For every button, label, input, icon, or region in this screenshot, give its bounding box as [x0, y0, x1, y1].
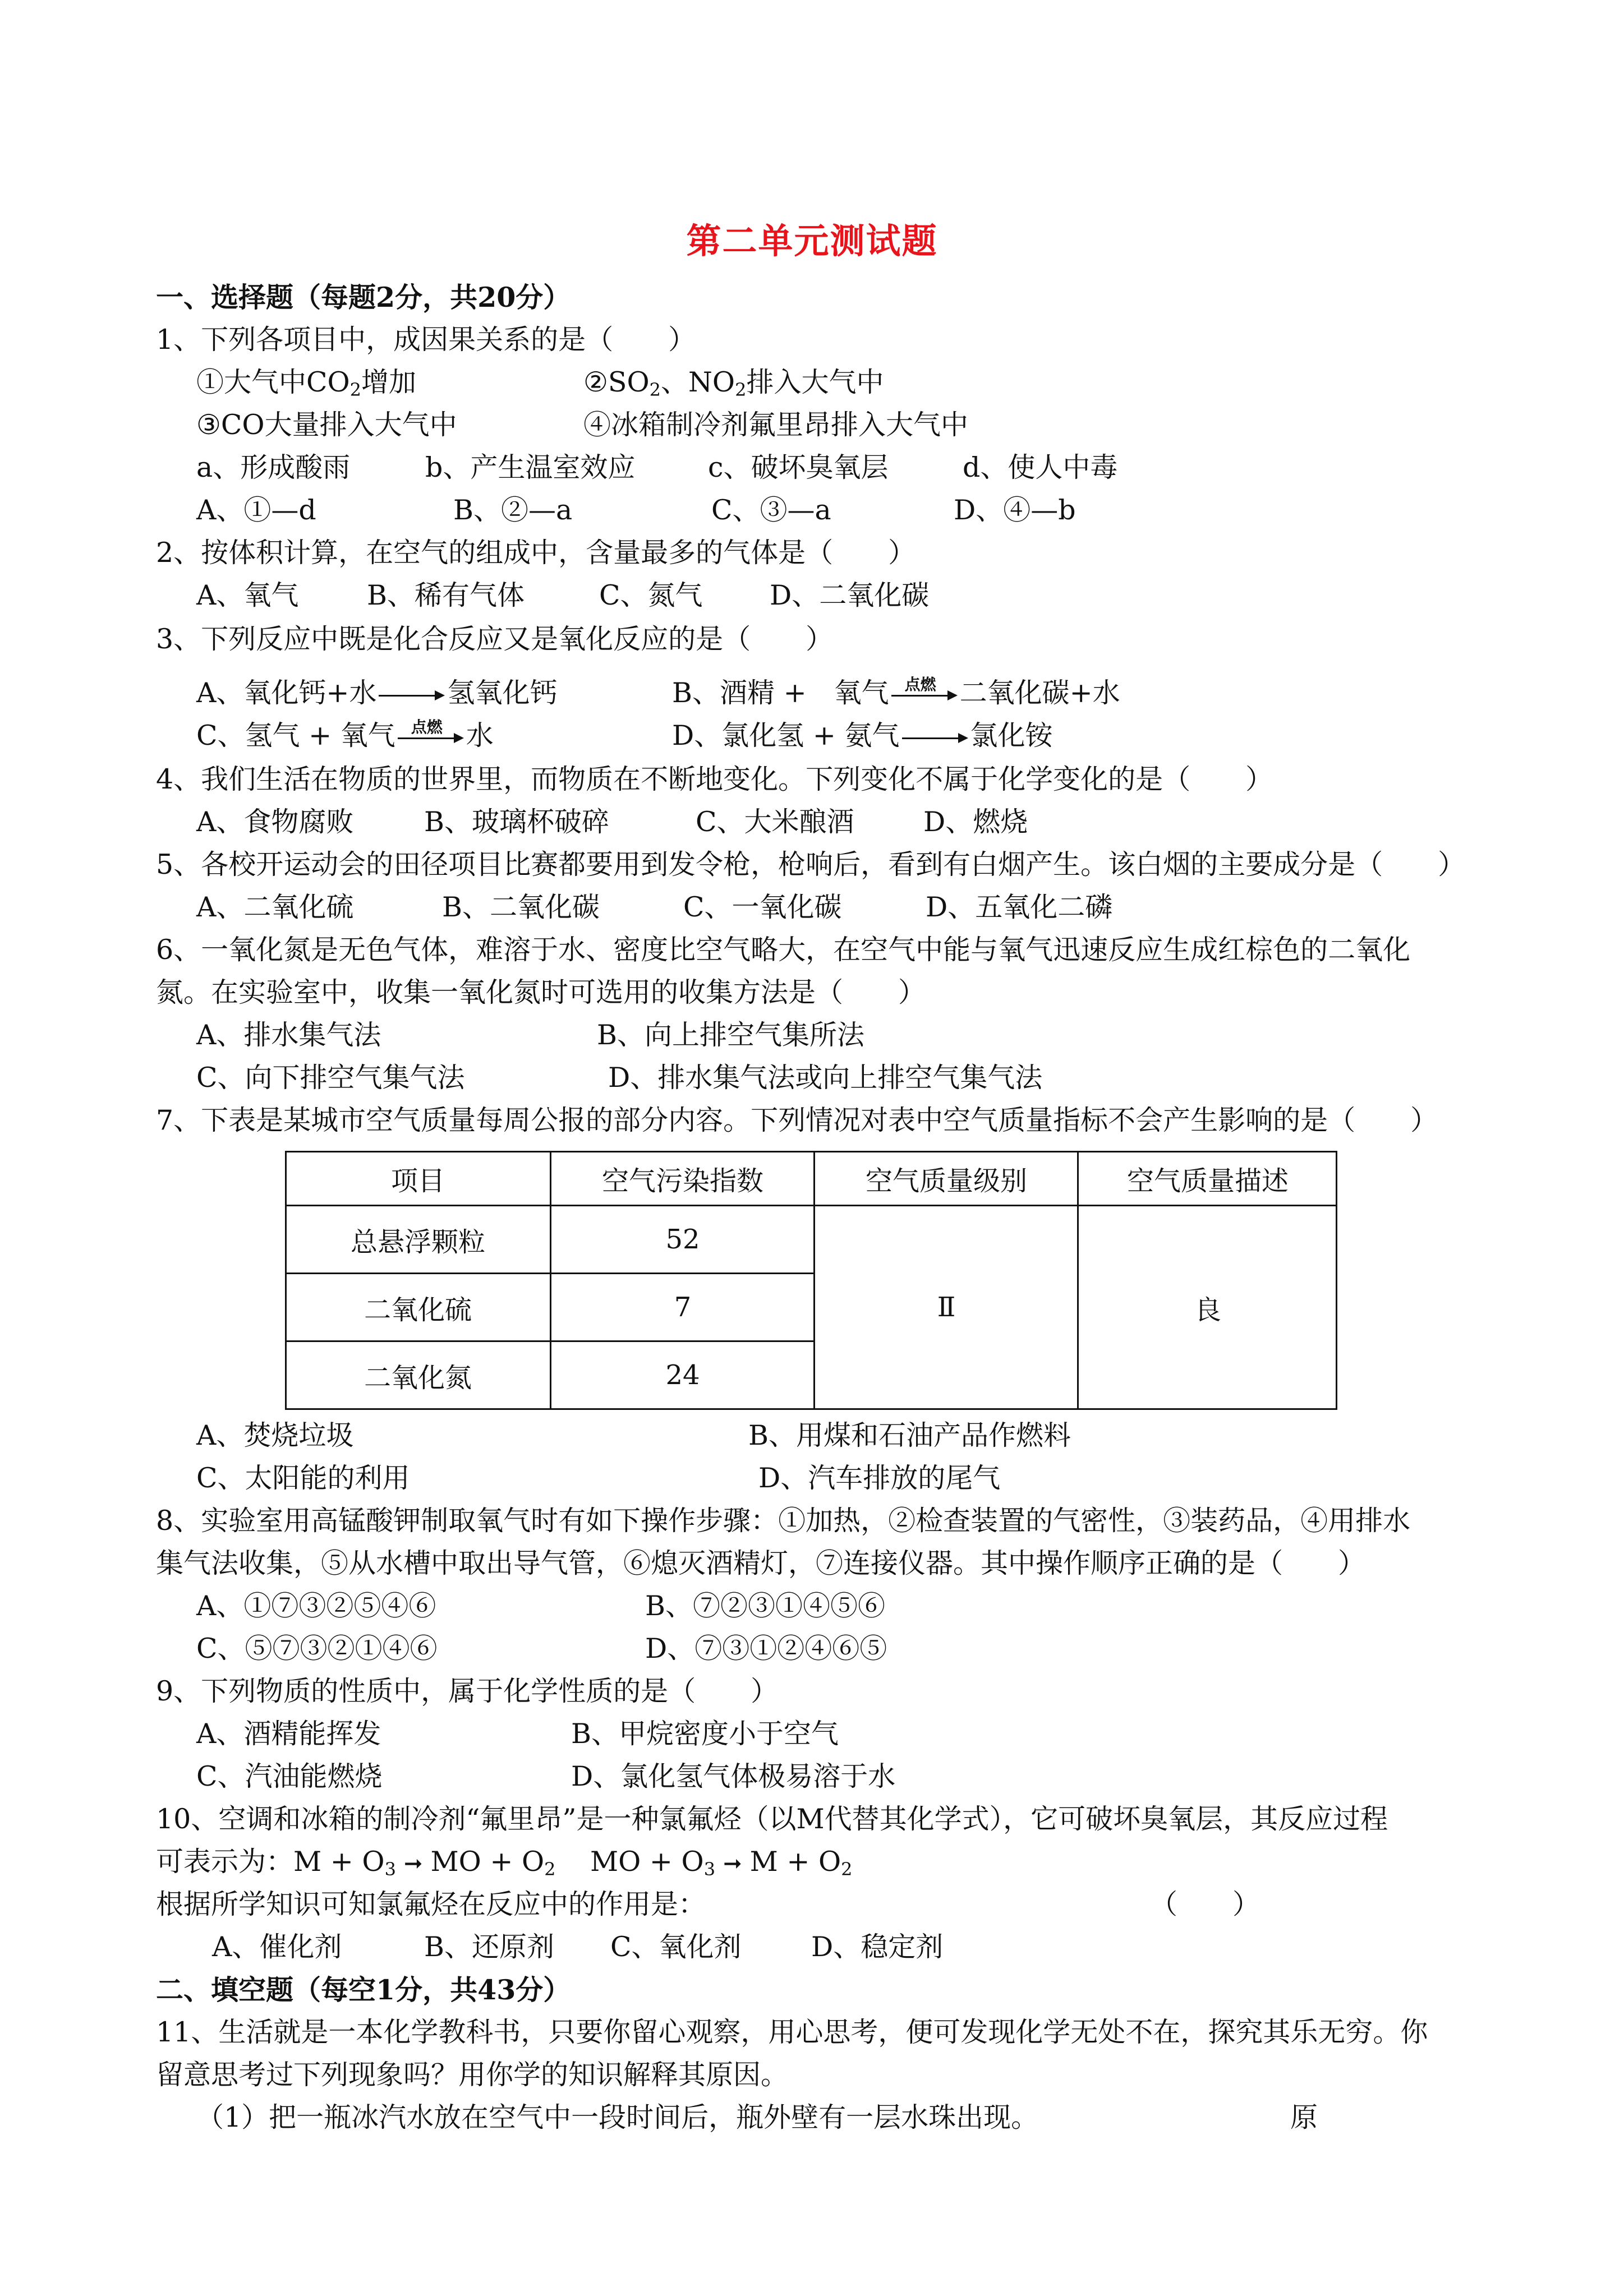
table-cell-item: 二氧化氮 [364, 1362, 472, 1394]
q1-option-d: D、④—b [954, 494, 1076, 526]
q10-option-b: B、还原剂 [424, 1931, 555, 1963]
question-6-stem-line1: 6、一氧化氮是无色气体，难溶于水、密度比空气略大，在空气中能与氧气迅速反应生成红棕色的二氧化 [156, 934, 1411, 966]
table-cell-level: Ⅱ [937, 1292, 956, 1323]
q7-option-c: C、太阳能的利用 [196, 1462, 410, 1494]
arrow-right-icon: ➞ [723, 1851, 742, 1877]
q11-part-1: （1）把一瓶冰汽水放在空气中一段时间后，瓶外壁有一层水珠出现。 [196, 2101, 1039, 2133]
question-10-reaction-1: 可表示为：$M + O_3$ ➞ MO + $O_2$ [156, 1846, 556, 1880]
q6-option-b: B、向上排空气集所法 [597, 1019, 865, 1051]
question-2-stem: 2、按体积计算，在空气的组成中，含量最多的气体是（ ） [156, 537, 916, 569]
q6-option-c: C、向下排空气集气法 [196, 1062, 465, 1094]
answer-paren: （ ） [1150, 1888, 1260, 1920]
q8-option-c: C、⑤⑦③②①④⑥ [196, 1633, 438, 1665]
question-1-stem: 1、下列各项目中，成因果关系的是（ ） [156, 324, 696, 356]
question-11-stem-line2: 留意思考过下列现象吗？用你学的知识解释其原因。 [156, 2059, 789, 2091]
table-cell-item: 二氧化硫 [364, 1294, 472, 1326]
table-header-desc: 空气质量描述 [1126, 1165, 1289, 1197]
q1-effect-d: d、使人中毒 [963, 451, 1118, 483]
q6-option-d: D、排水集气法或向上排空气集气法 [608, 1062, 1043, 1094]
air-quality-table [285, 1151, 1337, 1410]
table-cell-desc: 良 [1194, 1294, 1221, 1326]
q9-option-d: D、氯化氢气体极易溶于水 [571, 1760, 896, 1792]
question-11-stem-line1: 11、生活就是一本化学教科书，只要你留心观察，用心思考，便可发现化学无处不在，探究其乐无穷。你 [156, 2016, 1428, 2048]
reaction-arrow-icon: 点燃 [891, 687, 958, 704]
q5-option-d: D、五氧化二磷 [926, 891, 1113, 923]
q5-option-b: B、二氧化碳 [442, 891, 600, 923]
table-cell-index: 24 [665, 1359, 700, 1391]
q1-option-a: A、①—d [196, 494, 316, 526]
q2-option-d: D、二氧化碳 [770, 579, 930, 611]
question-3-stem: 3、下列反应中既是化合反应又是氧化反应的是（ ） [156, 623, 834, 655]
q9-option-b: B、甲烷密度小于空气 [571, 1718, 839, 1750]
q4-option-b: B、玻璃杯破碎 [424, 806, 610, 838]
q9-option-c: C、汽油能燃烧 [196, 1760, 383, 1792]
q2-option-c: C、氮气 [599, 579, 703, 611]
question-8-stem-line1: 8、实验室用高锰酸钾制取氧气时有如下操作步骤：①加热，②检查装置的气密性，③装药品，④用排水 [156, 1505, 1411, 1537]
table-cell-index: 52 [665, 1224, 700, 1255]
q5-option-c: C、一氧化碳 [683, 891, 842, 923]
q3-option-b: B、酒精 + 氧气 点燃 二氧化碳+水 [672, 675, 1120, 709]
q7-option-d: D、汽车排放的尾气 [758, 1462, 1001, 1494]
question-10-reaction-2: MO + $O_3$ ➞ $M + O_2$ [590, 1846, 853, 1880]
table-cell-item: 总悬浮颗粒 [350, 1226, 485, 1258]
q3-option-d: D、氯化氢 + 氨气 氯化铵 [672, 720, 1053, 751]
q10-option-c: C、氧化剂 [610, 1931, 742, 1963]
q1-effect-c: c、破坏臭氧层 [708, 451, 889, 483]
q10-option-d: D、稳定剂 [811, 1931, 944, 1963]
question-5-stem: 5、各校开运动会的田径项目比赛都要用到发令枪，枪响后，看到有白烟产生。该白烟的主要成分是（ ） [156, 849, 1466, 880]
q1-item-3: ③CO大量排入大气中 [196, 409, 457, 441]
q7-option-a: A、焚烧垃圾 [196, 1419, 354, 1451]
question-6-stem-line2: 氮。在实验室中，收集一氧化氮时可选用的收集方法是（ ） [156, 976, 926, 1008]
question-4-stem: 4、我们生活在物质的世界里，而物质在不断地变化。下列变化不属于化学变化的是（ ） [156, 763, 1273, 795]
q8-option-b: B、⑦②③①④⑤⑥ [645, 1590, 886, 1622]
q1-effect-b: b、产生温室效应 [425, 451, 636, 483]
q4-option-d: D、燃烧 [923, 806, 1028, 838]
q3-option-c: C、氢气 + 氧气 点燃 水 [196, 717, 494, 751]
reaction-arrow-icon: 点燃 [398, 730, 464, 746]
question-10-stem-line1: 10、空调和冰箱的制冷剂“氟里昂”是一种氯氟烃（以M代替其化学式），它可破坏臭氧层，其反应过程 [156, 1803, 1388, 1835]
q1-item-4: ④冰箱制冷剂氟里昂排入大气中 [583, 409, 969, 441]
arrow-right-icon: ➞ [403, 1851, 423, 1877]
section-heading-choice: 一、选择题（每题2分，共20分） [156, 281, 571, 313]
question-7-stem: 7、下表是某城市空气质量每周公报的部分内容。下列情况对表中空气质量指标不会产生影响的是（ ） [156, 1104, 1438, 1136]
reaction-arrow-icon [379, 687, 445, 704]
q8-option-d: D、⑦③①②④⑥⑤ [645, 1633, 887, 1665]
reaction-arrow-icon [902, 730, 968, 746]
q9-option-a: A、酒精能挥发 [196, 1718, 381, 1750]
question-9-stem: 9、下列物质的性质中，属于化学性质的是（ ） [156, 1675, 779, 1707]
table-header-index: 空气污染指数 [601, 1165, 763, 1197]
q10-option-a: A、催化剂 [212, 1931, 342, 1963]
q1-item-1: ①大气中$CO_2$增加 [196, 366, 417, 400]
q2-option-a: A、氧气 [196, 579, 299, 611]
question-8-stem-line2: 集气法收集，⑤从水槽中取出导气管，⑥熄灭酒精灯，⑦连接仪器。其中操作顺序正确的是（ ） [156, 1547, 1366, 1579]
q1-item-2: $②SO_2$、$NO_2$排入大气中 [583, 366, 884, 400]
q8-option-a: A、①⑦③②⑤④⑥ [196, 1590, 436, 1622]
question-10-stem-line3: 根据所学知识可知氯氟烃在反应中的作用是： [156, 1888, 706, 1920]
q3-option-a: A、氧化钙+水 氢氧化钙 [196, 677, 558, 709]
q2-option-b: B、稀有气体 [367, 579, 525, 611]
table-header-level: 空气质量级别 [865, 1165, 1027, 1197]
table-cell-index: 7 [674, 1292, 692, 1323]
q6-option-a: A、排水集气法 [196, 1019, 381, 1051]
section-heading-fill: 二、填空题（每空1分，共43分） [156, 1974, 571, 2006]
q1-effect-a: a、形成酸雨 [196, 451, 351, 483]
q7-option-b: B、用煤和石油产品作燃料 [748, 1419, 1071, 1451]
q5-option-a: A、二氧化硫 [196, 891, 354, 923]
q1-option-b: B、②—a [453, 494, 573, 526]
q1-option-c: C、③—a [711, 494, 831, 526]
q4-option-c: C、大米酿酒 [696, 806, 854, 838]
page-title: 第二单元测试题 [686, 220, 938, 261]
q11-part-1-tail: 原 [1290, 2101, 1318, 2133]
table-header-item: 项目 [390, 1165, 445, 1197]
q4-option-a: A、食物腐败 [196, 806, 354, 838]
